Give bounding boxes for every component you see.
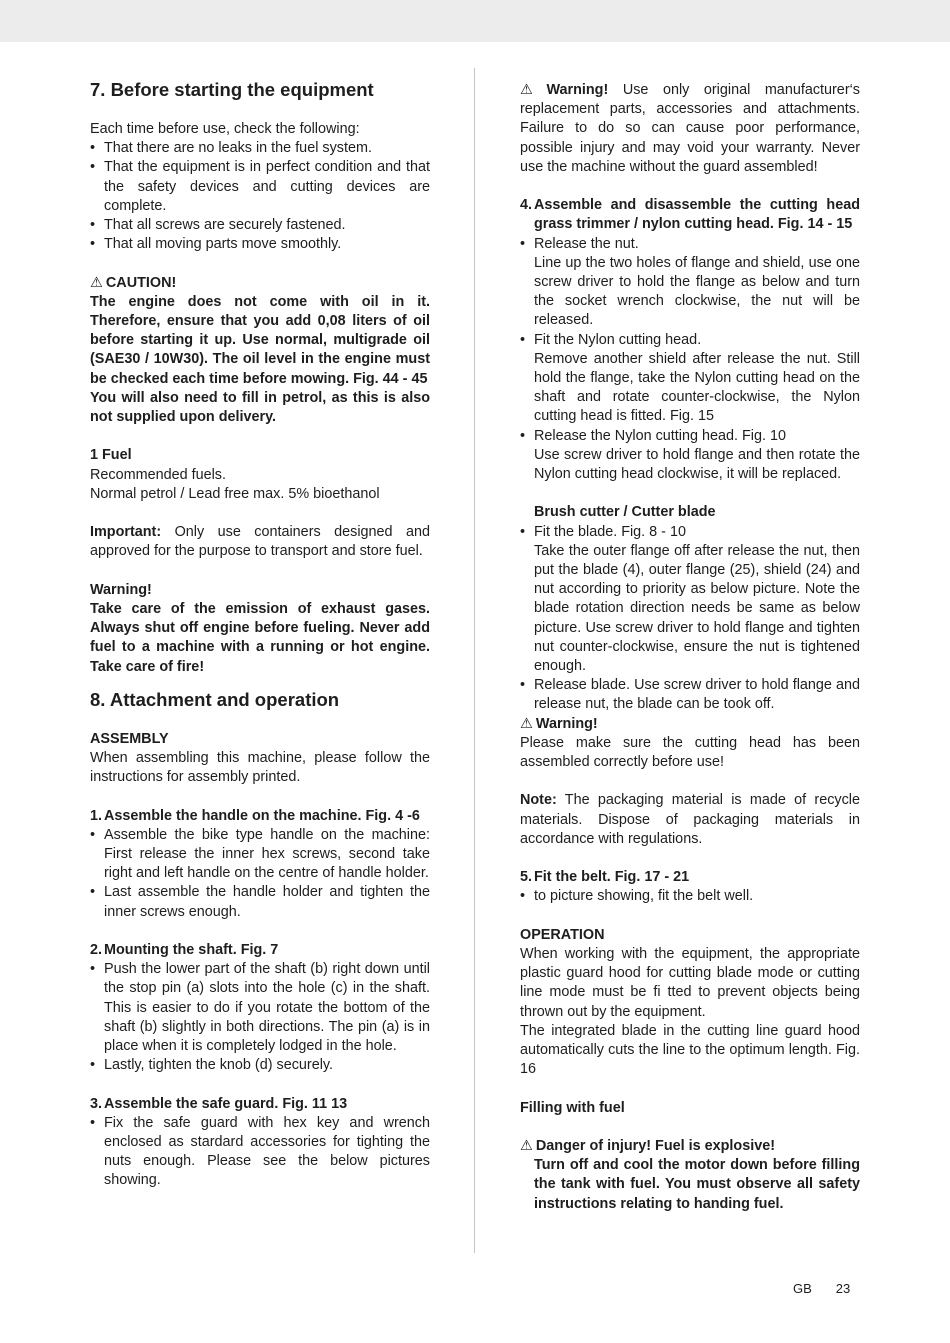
right-column (520, 81, 860, 1214)
section-7-title: 7. Before starting the equipment (90, 79, 374, 100)
column-divider (474, 68, 475, 1253)
operation-text-2: The integrated blade in the cutting line guard hood automatically cuts the line to the optimum length. Fig. 16 (520, 1022, 860, 1078)
step-1-list (90, 826, 430, 922)
list-item: • Release the nut. Line up the two holes of flange and shield, use one screw driver to hold the flange as below and turn the socket wrench clockwise, the nut will be released. (520, 235, 860, 331)
check-list (90, 139, 430, 254)
section-8-title: 8. Attachment and operation (90, 688, 340, 710)
step-4-title: 4. Assemble and disassemble the cutting head grass trimmer / nylon cutting head. Fig. 14 - 15 (520, 197, 860, 233)
caution-text-2: You will also need to fill in petrol, as this is also not supplied upon delivery. (90, 389, 430, 426)
assembly-label: ASSEMBLY (90, 730, 169, 747)
assembly-text: When assembling this machine, please follow the instructions for assembly printed. (90, 750, 430, 786)
list-item: • Lastly, tighten the knob (d) securely. (90, 1056, 430, 1075)
packaging-note: Note: The packaging material is made of recycle materials. Dispose of packaging materials in accordance with regulations. (520, 792, 860, 847)
brush-cutter-list (520, 523, 860, 715)
list-item: • Fit the Nylon cutting head. Remove another shield after release the nut. Still hold the flange, take the Nylon cutting head on the shaft and rotate counter-clockwise, the Nylon cutting head is fitted. Fig. 15 (520, 331, 860, 427)
list-item: • That all screws are securely fastened. (90, 216, 430, 235)
warning-triangle-icon: ⚠ (520, 715, 533, 732)
assembly-warning-text: Please make sure the cutting head has been assembled correctly before use! (520, 734, 860, 771)
danger-text: Turn off and cool the motor down before filling the tank with fuel. You must observe all safety instructions relating to handing fuel. (534, 1157, 860, 1212)
operation-label: OPERATION (520, 926, 605, 943)
list-item: • Last assemble the handle holder and tighten the inner screws enough. (90, 883, 430, 921)
left-column (90, 79, 430, 1191)
step-2-title: 2. Mounting the shaft. Fig. 7 (90, 942, 279, 959)
page-footer (793, 1279, 850, 1298)
page-number: 23 (835, 1281, 851, 1296)
brush-cutter-title: Brush cutter / Cutter blade (534, 504, 716, 521)
section-7-intro: Each time before use, check the following: (90, 121, 360, 137)
operation-text-1: When working with the equipment, the appropriate plastic guard hood for cutting blade mode or cutting line mode must be fi tted to prevent objects being thrown out by the equipment. (520, 946, 860, 1020)
danger-heading: ⚠ Danger of injury! Fuel is explosive! (520, 1138, 776, 1155)
step-5-title: 5. Fit the belt. Fig. 17 - 21 (520, 869, 690, 886)
step-3-list (90, 1114, 430, 1191)
list-item: • Push the lower part of the shaft (b) right down until the stop pin (a) slots into the hole (c) in the shaft. This is easier to do if you rotate the bottom of the shaft (b) slightly in both directions. The pin (a) is in place when it is completely lodged in the hole. (90, 960, 430, 1056)
warning-triangle-icon: ⚠ (520, 1138, 533, 1155)
step-5-list (520, 887, 860, 906)
step-2-list (90, 960, 430, 1075)
fuel-line-1: Recommended fuels. (90, 466, 226, 483)
fuel-line-2: Normal petrol / Lead free max. 5% bioethanol (90, 485, 380, 502)
step-4-list (520, 235, 860, 485)
list-item: • That all moving parts move smoothly. (90, 235, 430, 254)
warning-triangle-icon: ⚠ (520, 82, 544, 98)
step-1-title: 1. Assemble the handle on the machine. Fig. 4 -6 (90, 807, 420, 824)
list-item: • Fix the safe guard with hex key and wrench enclosed as stardard accessories for tighting the nuts enough. Please see the below pictures showing. (90, 1114, 430, 1191)
fuel-title: 1 Fuel (90, 447, 132, 464)
warning-triangle-icon: ⚠ (90, 274, 103, 291)
list-item: • That there are no leaks in the fuel system. (90, 139, 430, 158)
list-item: • That the equipment is in perfect condition and that the safety devices and cutting devices are complete. (90, 158, 430, 216)
list-item: • Release the Nylon cutting head. Fig. 10 Use screw driver to hold flange and then rotate the Nylon cutting head clockwise, it will be replaced. (520, 427, 860, 485)
parts-warning: ⚠ Warning! Use only original manufacturer‘s replacement parts, accessories and attachments. Failure to do so can cause poor performance, possible injury and may void your warranty. Never use the machine without the guard assembled! (520, 82, 861, 175)
caution-text: The engine does not come with oil in it. Therefore, ensure that you add 0,08 liters of oil before starting it up. Use normal, multigrade oil (SAE30 / 10W30). The oil level in the engine must be checked each time before mowing. Fig. 44 - 45 (90, 293, 430, 387)
list-item: • Assemble the bike type handle on the machine: First release the inner hex screws, second take right and left handle on the centre of handle holder. (90, 826, 430, 884)
list-item: • Release blade. Use screw driver to hold flange and release nut, the blade can be took off. (520, 676, 860, 714)
list-item: • to picture showing, fit the belt well. (520, 887, 860, 906)
step-3-title: 3. Assemble the safe guard. Fig. 11 13 (90, 1095, 348, 1112)
language-code: GB (793, 1281, 812, 1296)
assembly-warning-label: ⚠ Warning! (520, 715, 598, 732)
caution-heading: ⚠ CAUTION! (90, 274, 177, 291)
important-note: Important: Only use containers designed and approved for the purpose to transport and store fuel. (90, 524, 430, 560)
filling-title: Filling with fuel (520, 1099, 625, 1116)
warning-text: Take care of the emission of exhaust gases. Always shut off engine before fueling. Never add fuel to a machine with a running or hot engine. Take care of fire! (90, 601, 430, 675)
warning-label: Warning! (90, 581, 152, 598)
list-item: • Fit the blade. Fig. 8 - 10 Take the outer flange off after release the nut, then put the blade (4), outer flange (25), shield (24) and nut according to priority as below picture. Note the blade rotation direction needs be same as below picture. Use screw driver to hold flange and tighten nut counter-clockwise, ensure the nut is tightened enough. (520, 523, 860, 677)
top-bar (0, 0, 950, 42)
